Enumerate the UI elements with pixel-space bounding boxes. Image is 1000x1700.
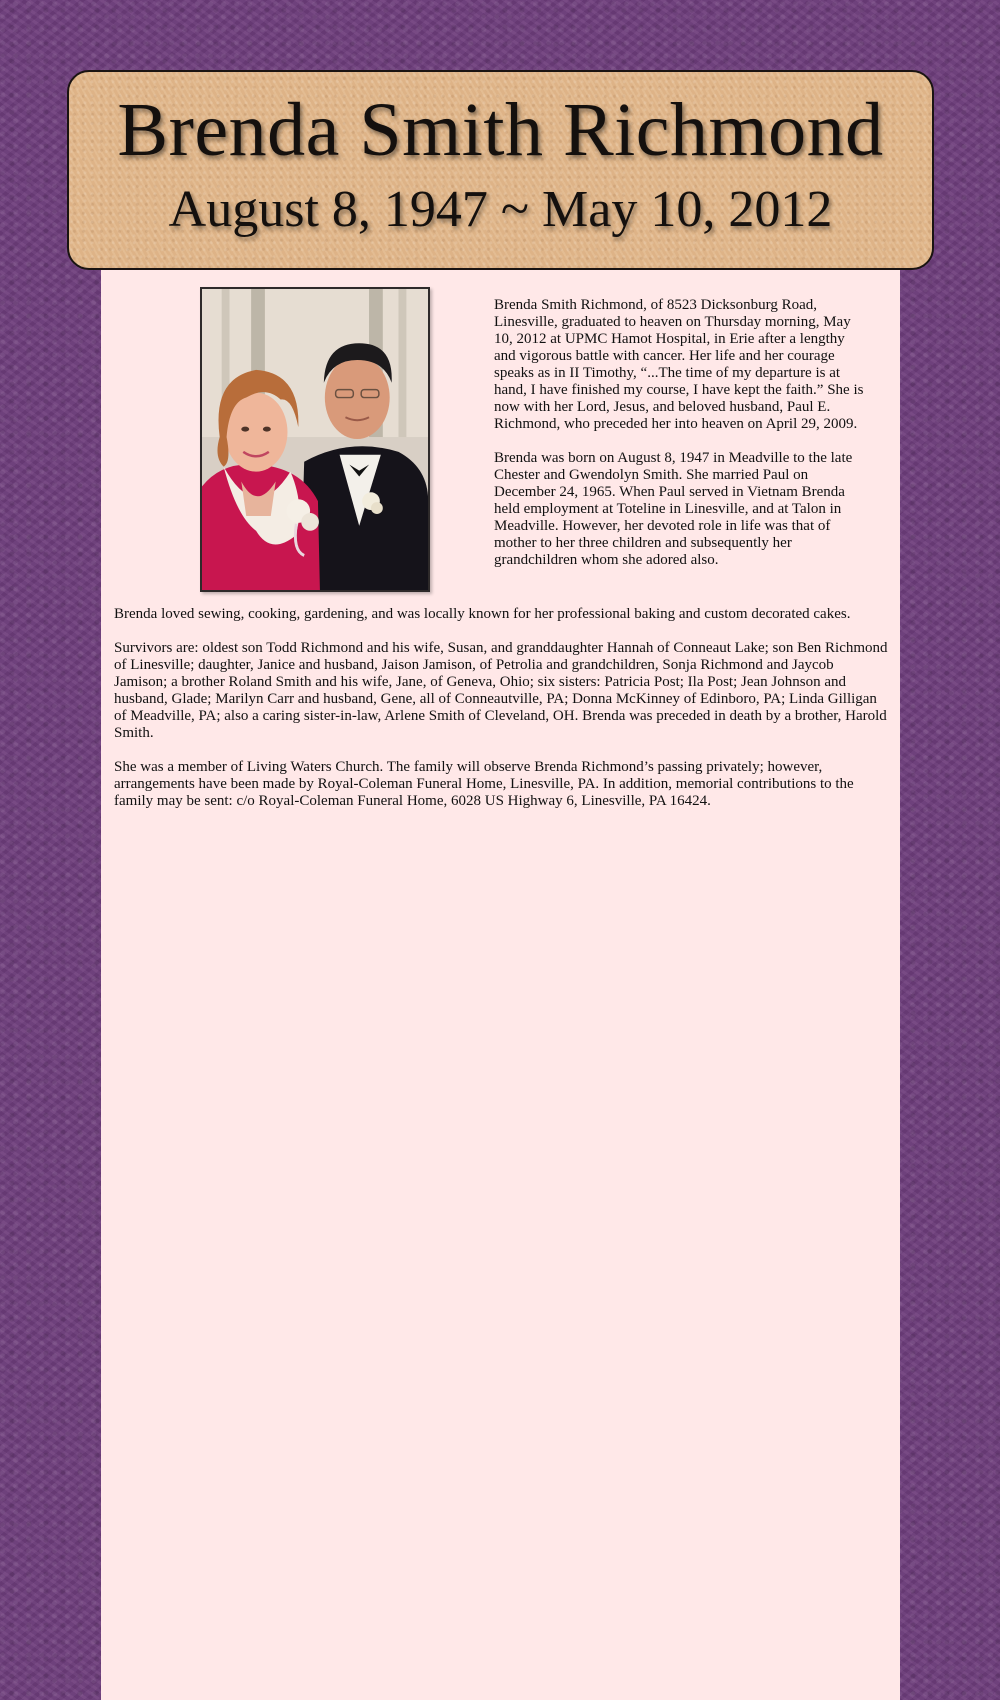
obituary-intro	[494, 297, 870, 586]
obituary-body	[114, 606, 890, 827]
obituary-paragraph-4: Survivors are: oldest son Todd Richmond and his wife, Susan, and granddaughter Hannah of Conneaut Lake; son Ben Richmond of Linesville; daughter, Janice and husband, Jaison Jamison, of Petrolia and grandchildren, Sonja Richmond and Jaycob Jamison; a brother Roland Smith and his wife, Jane, of Geneva, Ohio; six sisters: Patricia Post; Ila Post; Jean Johnson and husband, Glade; Marilyn Carr and husband, Gene, all of Conneautville, PA; Donna McKinney of Edinboro, PA; Linda Gilligan of Meadville, PA; also a caring sister-in-law, Arlene Smith of Cleveland, OH. Brenda was preceded in death by a brother, Harold Smith.	[114, 640, 888, 741]
obituary-paragraph-1: Brenda Smith Richmond, of 8523 Dicksonburg Road, Linesville, graduated to heaven on Thursday morning, May 10, 2012 at UPMC Hamot Hospital, in Erie after a lengthy and vigorous battle with cancer. Her life and her courage speaks as in II Timothy, “...The time of my departure is at hand, I have finished my course, I have kept the faith.” She is now with her Lord, Jesus, and beloved husband, Paul E. Richmond, who preceded her into heaven on April 29, 2009.	[494, 297, 864, 432]
obituary-paragraph-2: Brenda was born on August 8, 1947 in Meadville to the late Chester and Gwendolyn Smith. She married Paul on December 24, 1965. When Paul served in Vietnam Brenda held employment at Toteline in Linesville, and at Talon in Meadville. However, her devoted role in life was that of mother to her three children and subsequently her grandchildren whom she adored also.	[494, 450, 853, 568]
couple-portrait-photo	[200, 287, 430, 592]
obituary-paragraph-3: Brenda loved sewing, cooking, gardening, and was locally known for her professional baking and custom decorated cakes.	[114, 606, 851, 622]
obituary-paragraph-5: She was a member of Living Waters Church. The family will observe Brenda Richmond’s passing privately; however, arrangements have been made by Royal-Coleman Funeral Home, Linesville, PA. In addition, memorial contributions to the family may be sent: c/o Royal-Coleman Funeral Home, 6028 US Highway 6, Linesville, PA 16424.	[114, 759, 854, 809]
page-title: Brenda Smith Richmond	[117, 88, 884, 172]
header-banner	[67, 70, 934, 270]
life-dates: August 8, 1947 ~ May 10, 2012	[168, 181, 833, 238]
portrait-image	[202, 289, 428, 590]
